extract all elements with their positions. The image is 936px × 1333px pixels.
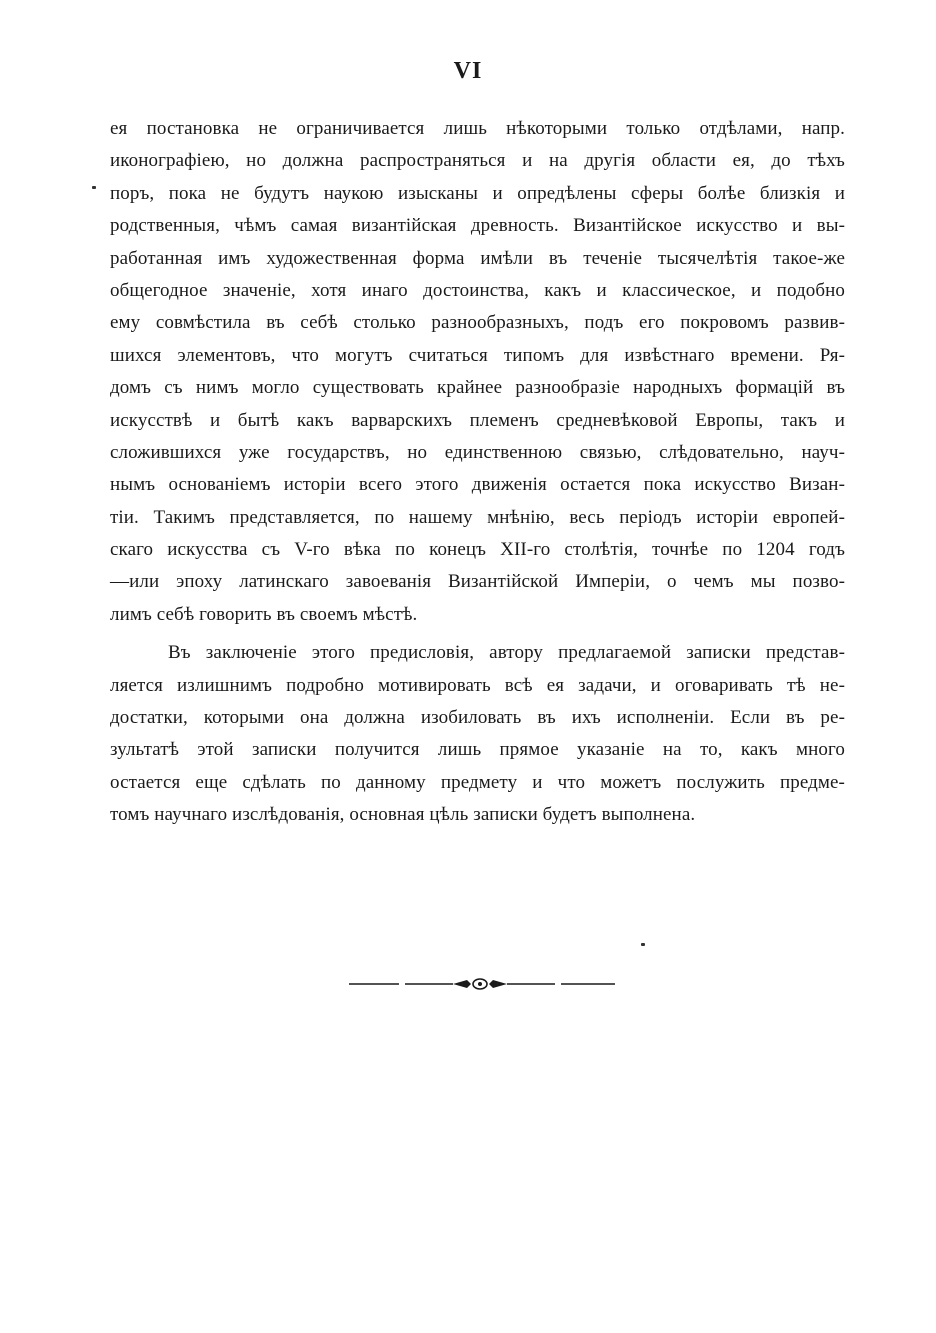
text-line: зультатѣ этой записки получится лишь прямое указаніе на то, какъ много bbox=[110, 739, 845, 761]
text-line: —или эпоху латинскаго завоеванія Византійской Имперіи, о чемъ мы позво- bbox=[110, 571, 845, 593]
text-line: нымъ основаніемъ исторіи всего этого движенія остается пока искусство Визан- bbox=[110, 474, 845, 496]
text-line: искусствѣ и бытѣ какъ варварскихъ племенъ средневѣковой Европы, такъ и bbox=[110, 409, 845, 431]
paragraph-1 bbox=[110, 113, 845, 631]
text-line: иконографіею, но должна распространяться и на другія области ея, до тѣхъ bbox=[110, 150, 845, 172]
text-line: остается еще сдѣлать по данному предмету и что можетъ послужить предме- bbox=[110, 771, 845, 793]
text-line: лимъ себѣ говорить въ своемъ мѣстѣ. bbox=[110, 603, 418, 625]
fleuron-icon bbox=[453, 979, 507, 989]
text-line: шихся элементовъ, что могутъ считаться типомъ для извѣстнаго времени. Ря- bbox=[110, 344, 845, 366]
text-line: ляется излишнимъ подробно мотивировать всѣ ея задачи, и оговаривать тѣ не- bbox=[110, 674, 845, 696]
text-line: скаго искусства съ V-го вѣка по конецъ XII-го столѣтія, точнѣе по 1204 годъ bbox=[110, 539, 845, 561]
text-line: тіи. Такимъ представляется, по нашему мнѣнію, весь періодъ исторіи европей- bbox=[110, 506, 845, 528]
paragraph-2 bbox=[110, 637, 845, 831]
text-line: Въ заключеніе этого предисловія, автору предлагаемой записки представ- bbox=[168, 642, 845, 664]
text-line: сложившихся уже государствъ, но единственною связью, слѣдовательно, науч- bbox=[110, 441, 845, 463]
text-line: ея постановка не ограничивается лишь нѣкоторыми только отдѣлами, напр. bbox=[110, 118, 845, 139]
text-line: домъ съ нимъ могло существовать крайнее разнообразіе народныхъ формацій въ bbox=[110, 377, 845, 399]
ink-speck bbox=[641, 943, 645, 946]
margin-mark bbox=[92, 186, 96, 189]
text-line: родственныя, чѣмъ самая византійская древность. Византійское искусство и вы- bbox=[110, 215, 845, 237]
text-line: ему совмѣстила въ себѣ столько разнообразныхъ, подъ его покровомъ развив- bbox=[110, 312, 845, 334]
text-line: томъ научнаго изслѣдованія, основная цѣль записки будетъ выполнена. bbox=[110, 804, 696, 826]
text-line: общегодное значеніе, хотя инаго достоинства, какъ и классическое, и подобно bbox=[110, 279, 845, 301]
text-line: поръ, пока не будутъ наукою изысканы и опредѣлены сферы болѣе близкія и bbox=[110, 182, 845, 204]
body-text bbox=[110, 113, 845, 832]
text-line: работанная имъ художественная форма имѣли въ теченіе тысячелѣтія такое-же bbox=[110, 247, 845, 269]
text-line: достатки, которыми она должна изобиловать въ ихъ исполненіи. Если въ ре- bbox=[110, 707, 845, 729]
page-number: VI bbox=[453, 58, 483, 84]
ornamental-divider bbox=[349, 972, 615, 996]
